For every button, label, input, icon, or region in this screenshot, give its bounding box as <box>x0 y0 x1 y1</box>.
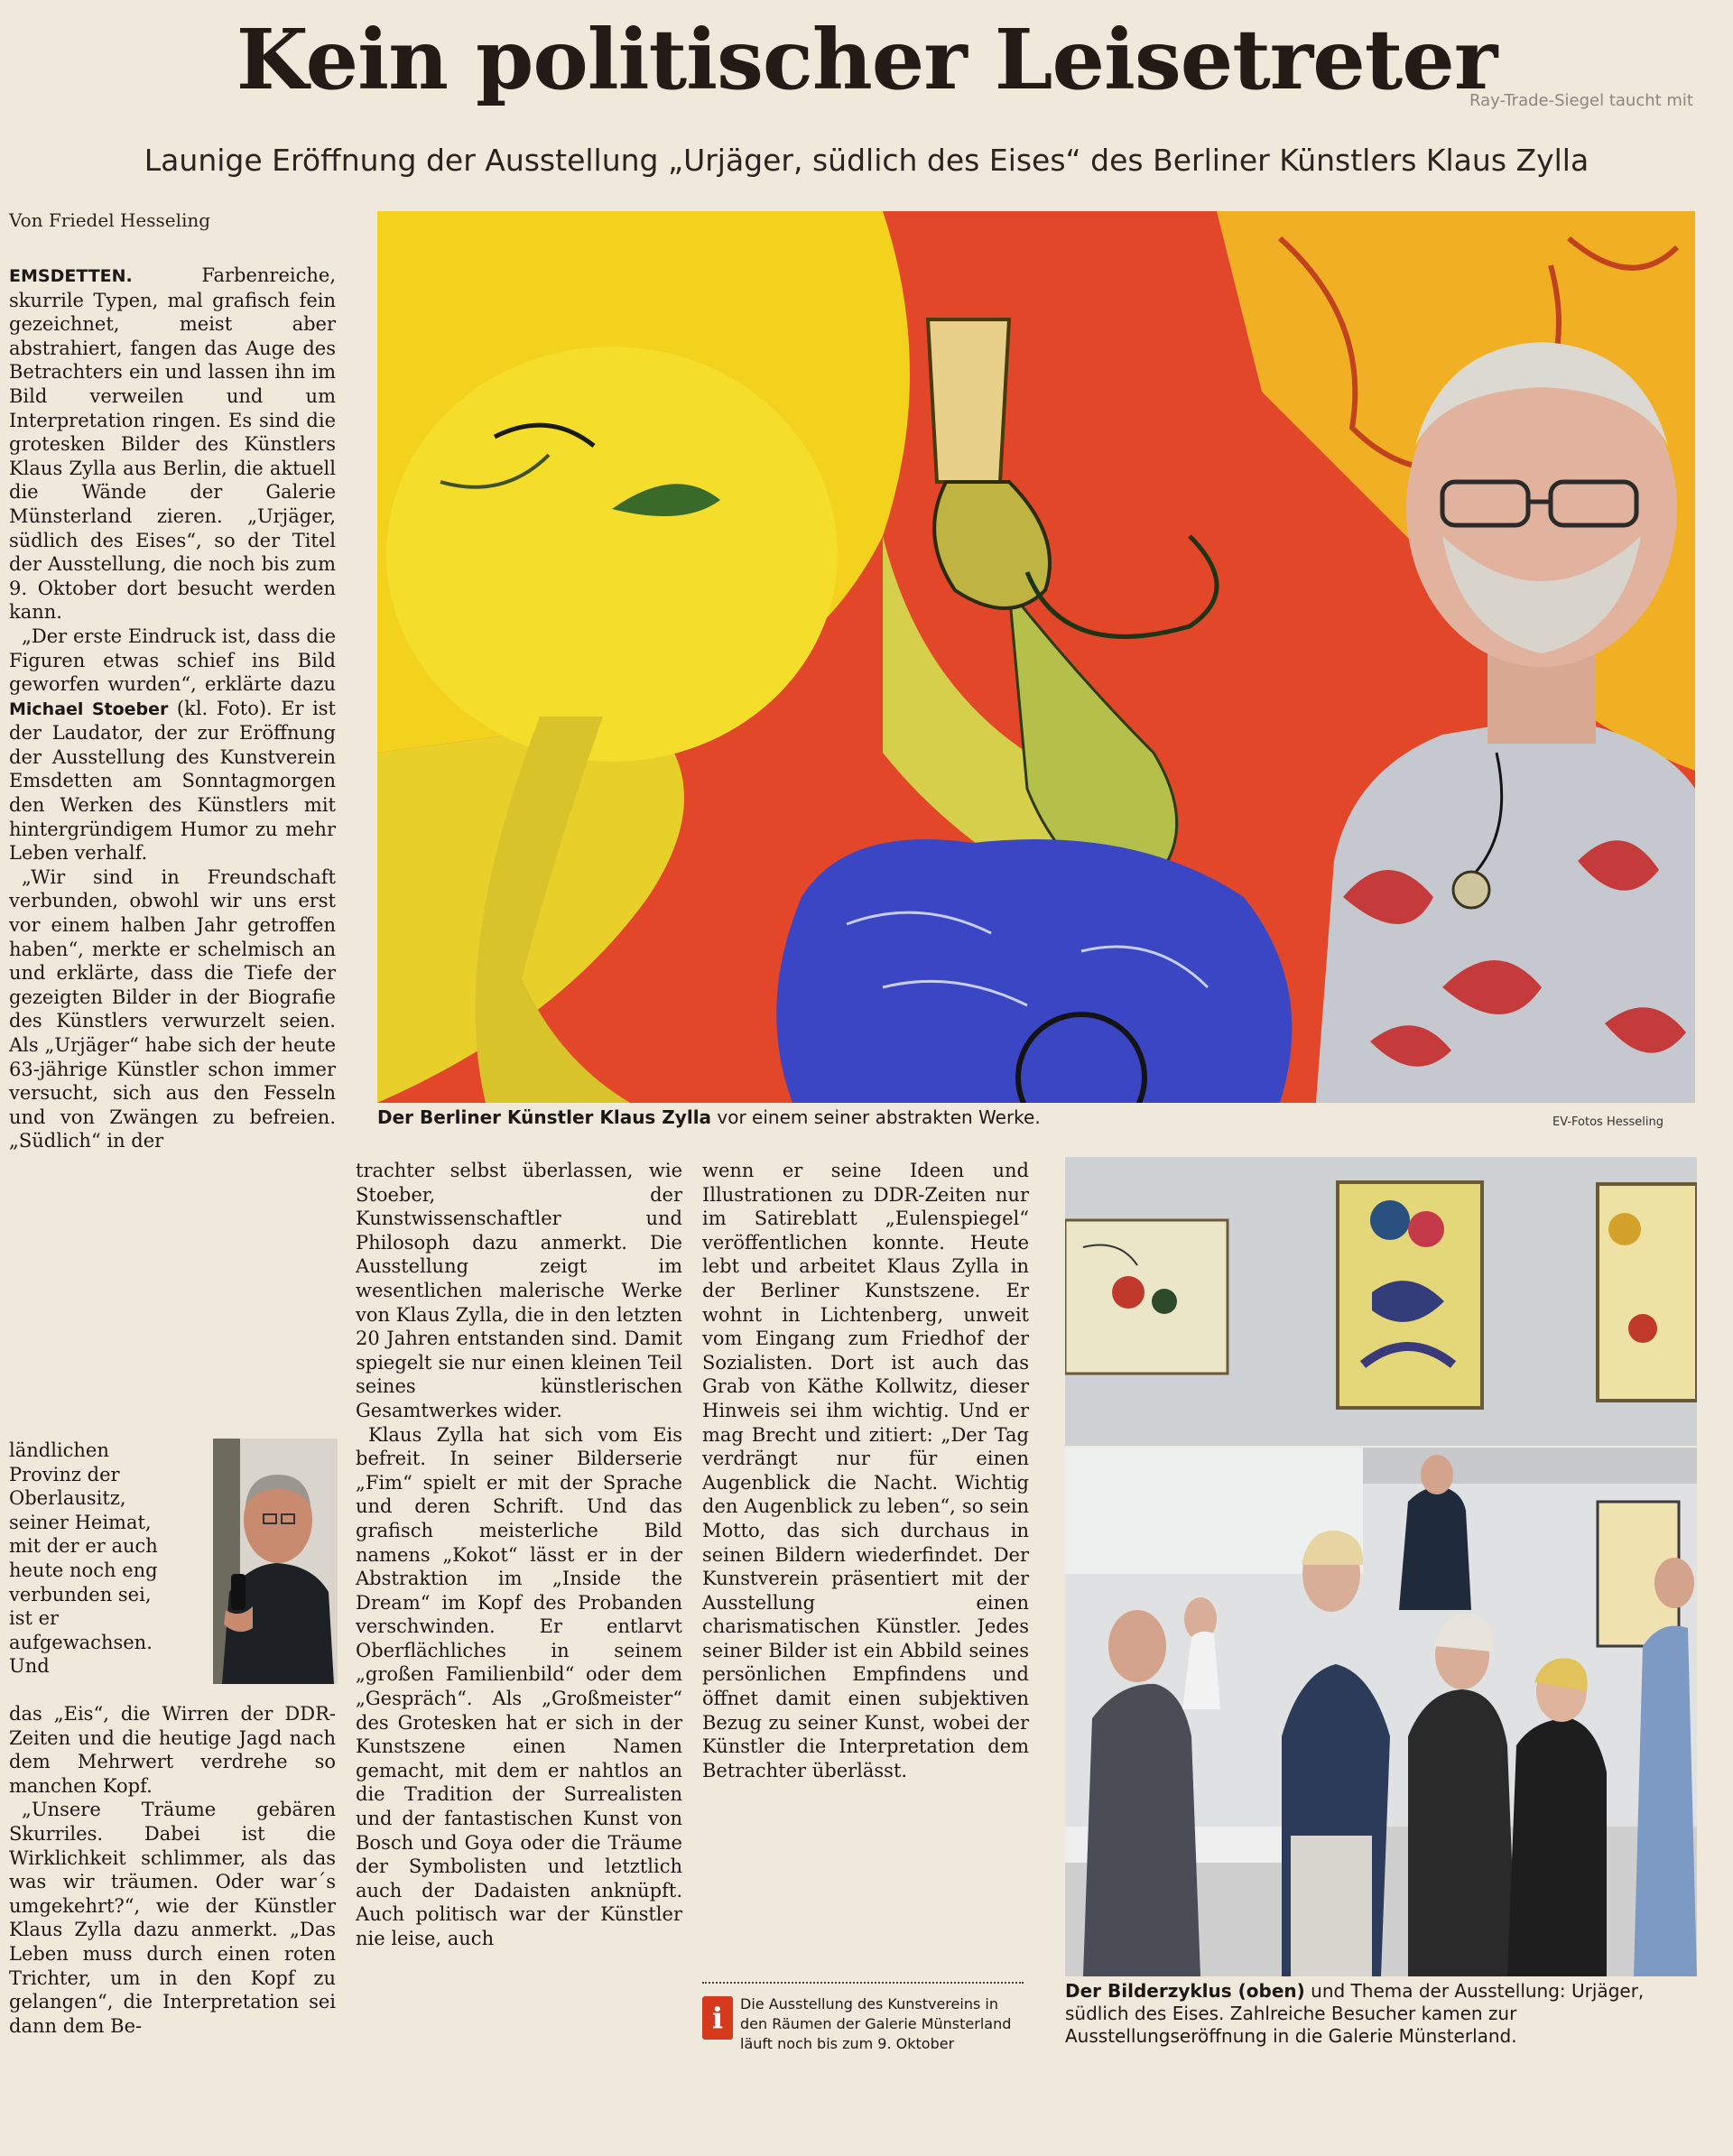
paragraph: wenn er seine Ideen und Illustrationen zu DDR-Zeiten nur im Satireblatt „Eulenspiegel“ veröffentlichen konnte. Heute lebt und arbeitet Klaus Zylla in der Berliner Kunstszene. Er wohnt in Lichtenberg, unweit vom Eingang zum Friedhof der Sozialisten. Dort ist auch das Grab von Käthe Kollwitz, dieser Hinweis sei ihm wichtig. Und er mag Brecht und zitiert: „Der Tag verdrängt nur für einen Augenblick die Nacht. Wichtig den Augenblick zu leben“, so sein Motto, das sich durchaus in seinen Bildern wiederfindet. Der Kunstverein präsentiert mit der Ausstellung einen charismatischen Künstler. Jedes seiner Bilder ist ein Abbild seines persönlichen Empfindens und öffnet damit einen subjektiven Bezug zu seiner Kunst, wobei der Künstler die Interpretation dem Betrachter überlässt. <box>702 1160 1029 1781</box>
paragraph: (kl. Foto). Er ist der Laudator, der zur Eröffnung der Ausstellung des Kunstverein Emsdetten am Sonntagmorgen den Werken des Künstlers mit hintergründigem Humor zu mehr Leben verhalf. <box>9 697 337 865</box>
article-column-1 <box>9 264 336 1153</box>
laudator-name: Michael Stoeber <box>9 699 169 719</box>
painting-artist-illustration <box>377 211 1695 1103</box>
paragraph: ländlichen Provinz der Oberlausitz, seiner Heimat, mit der er auch heute noch eng verbunden sei, ist er aufgewachsen. Und <box>9 1439 158 1678</box>
infobox-divider <box>702 1982 1024 1984</box>
article-column-1-lower <box>9 1702 336 2038</box>
main-photo <box>377 211 1695 1103</box>
infobox-text: Die Ausstellung des Kunstvereins in den Räumen der Galerie Münsterland läuft noch bis zum 9. Oktober <box>740 1995 1012 2052</box>
painting-cycle-photo <box>1065 1157 1697 1446</box>
headline: Kein politischer Leisetreter <box>236 11 1497 108</box>
painting-cycle-illustration <box>1065 1157 1697 1446</box>
bleed-text: Ray-Trade-Siegel taucht mit <box>1469 91 1693 110</box>
paragraph: Farbenreiche, skurrile Typen, mal grafisch fein gezeichnet, meist aber abstrahiert, fangen das Auge des Betrachters ein und lassen ihn im Bild verweilen und um Interpretation ringen. Es sind die grotesken Bilder des Künstlers Klaus Zylla aus Berlin, die aktuell die Wände der Galerie Münsterland zieren. „Urjäger, südlich des Eises“, so der Titel der Ausstellung, die noch bis zum 9. Oktober dort besucht werden kann. <box>9 264 336 624</box>
dateline: EMSDETTEN. <box>9 266 133 286</box>
paragraph: „Unsere Träume gebären Skurriles. Dabei ist die Wirklichkeit schlimmer, als das was wir träumen. Oder war´s umgekehrt?“, wie der Künstler Klaus Zylla dazu anmerkt. „Das Leben muss durch einen roten Trichter, um in den Kopf zu gelangen“, die Interpretation sei dann dem Be- <box>9 1799 336 2037</box>
article-column-1-wrap <box>9 1439 168 1679</box>
subheadline: Launige Eröffnung der Ausstellung „Urjäger, südlich des Eises“ des Berliner Künstlers Klaus Zylla <box>144 143 1589 178</box>
info-icon: i <box>702 1996 733 2040</box>
article-column-3 <box>702 1159 1029 1782</box>
caption-text: und Thema der Ausstellung: Urjäger, südlich des Eises. Zahlreiche Besucher kamen zur Ausstellungseröffnung in die Galerie Münsterland. <box>1065 1980 1645 2047</box>
caption-bold: Der Berliner Künstler Klaus Zylla <box>377 1106 712 1128</box>
speaker-illustration <box>213 1439 338 1684</box>
visitors-illustration <box>1065 1448 1697 1976</box>
paragraph: „Der erste Eindruck ist, dass die Figuren etwas schief ins Bild geworfen wurden“, erklärte dazu <box>9 625 336 696</box>
visitors-photo <box>1065 1448 1697 1976</box>
main-photo-caption <box>377 1106 1497 1129</box>
speaker-photo <box>213 1439 338 1684</box>
paragraph: trachter selbst überlassen, wie Stoeber, der Kunstwissenschaftler und Philosoph dazu anmerkt. Die Ausstellung zeigt im wesentlichen malerische Werke von Klaus Zylla, die in den letzten 20 Jahren entstanden sind. Damit spiegelt sie nur einen kleinen Teil seines künstlerischen Gesamtwerkes wider. <box>356 1160 682 1421</box>
byline: Von Friedel Hesseling <box>9 209 211 231</box>
caption-text: vor einem seiner abstrakten Werke. <box>717 1106 1041 1128</box>
caption-bold: Der Bilderzyklus (oben) <box>1065 1980 1305 2002</box>
paragraph: das „Eis“, die Wirren der DDR-Zeiten und die heutige Jagd nach dem Mehrwert verdrehe so manchen Kopf. <box>9 1703 336 1797</box>
photo-credit: EV-Fotos Hesseling <box>1552 1115 1663 1129</box>
paragraph: „Wir sind in Freundschaft verbunden, obwohl wir uns erst vor einem halben Jahr getroffen haben“, merkte er schelmisch an und erklärte, dass die Tiefe der gezeigten Bilder in der Biografie des Künstlers verwurzelt seien. Als „Urjäger“ habe sich der heute 63-jährige Künstler schon immer versucht, sich aus den Fesseln und von Zwängen zu befreien. „Südlich“ in der <box>9 865 336 1152</box>
article-column-2 <box>356 1159 682 1951</box>
visitors-photo-caption <box>1065 1980 1697 2048</box>
paragraph: Klaus Zylla hat sich vom Eis befreit. In seiner Bilderserie „Fim“ spielt er mit der Sprache und deren Schrift. Und das grafisch meisterliche Bild namens „Kokot“ lässt er in der Abstraktion im „Inside the Dream“ im Kopf des Probanden verschwinden. Er entlarvt Oberflächliches in seinem „großen Familienbild“ oder dem „Gespräch“. Als „Großmeister“ des Grotesken hat er sich in der Kunstszene einen Namen gemacht, mit dem er nahtlos an die Tradition der Surrealisten und der fantastischen Kunst von Bosch und Goya oder die Träume der Symbolisten und letztlich auch der Dadaisten anknüpft. Auch politisch war der Künstler nie leise, auch <box>356 1423 682 1949</box>
